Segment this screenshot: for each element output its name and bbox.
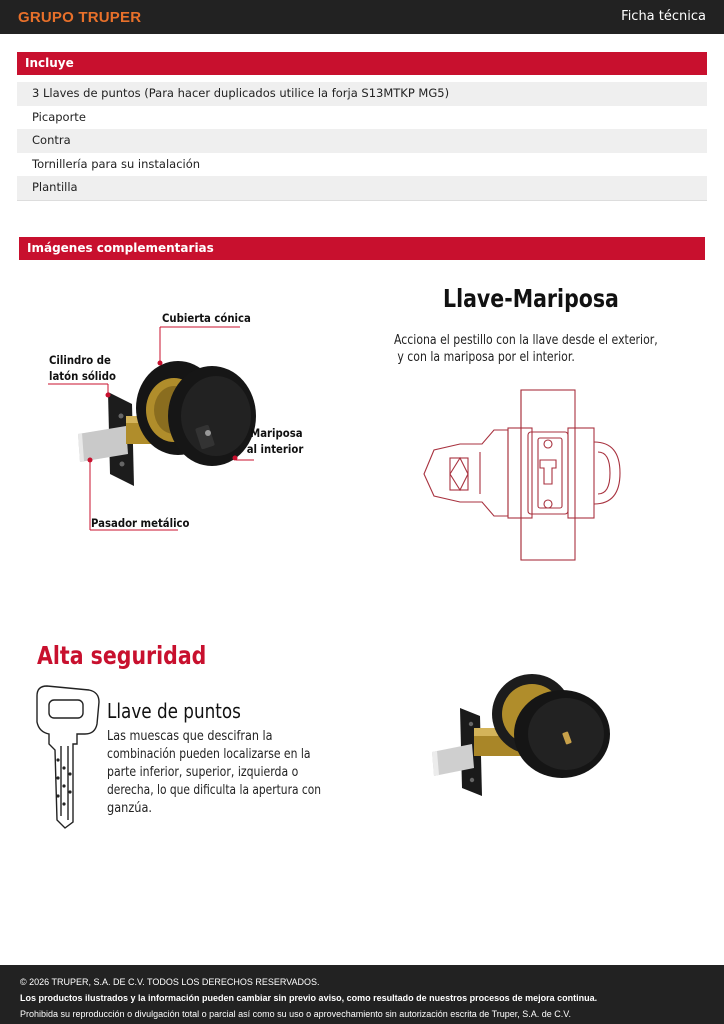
footer <box>0 965 724 1024</box>
callout-mariposa-line1: Mariposa <box>250 426 303 440</box>
list-item: Tornillería para su instalación <box>17 153 707 177</box>
footer-legal: Prohibida su reproducción o divulgación total o parcial así como su uso o aprovechamiento sin autorización escrita de Truper, S.A. de C.V. <box>20 1009 571 1019</box>
images-section-header: Imágenes complementarias <box>19 237 705 260</box>
footer-disclaimer: Los productos ilustrados y la información pueden cambiar sin previo aviso, como resultado de nuestros procesos de mejora continua. <box>20 993 598 1003</box>
llave-de-puntos-heading: Llave de puntos <box>107 699 241 723</box>
alta-seguridad-heading: Alta seguridad <box>37 641 207 670</box>
includes-list <box>17 82 707 201</box>
description-line: derecha, lo que dificulta la apertura con <box>107 782 322 798</box>
footer-copyright: © 2026 TRUPER, S.A. DE C.V. TODOS LOS DERECHOS RESERVADOS. <box>20 977 320 987</box>
dimple-key-icon <box>33 684 103 830</box>
includes-section-header: Incluye <box>17 52 707 75</box>
list-item: Plantilla <box>17 176 707 200</box>
list-item: 3 Llaves de puntos (Para hacer duplicados utilice la forja S13MTKP MG5) <box>17 82 707 106</box>
callout-pasador: Pasador metálico <box>91 516 190 530</box>
brand-logo: GRUPO TRUPER <box>18 9 142 26</box>
top-bar <box>0 0 724 34</box>
callout-leaders <box>0 300 260 540</box>
callout-cubierta: Cubierta cónica <box>162 311 251 325</box>
llave-de-puntos-description <box>107 727 322 817</box>
description-line: combinación pueden localizarse en la <box>107 746 311 762</box>
description-line: ganzúa. <box>107 800 153 816</box>
description-line: y con la mariposa por el interior. <box>397 350 575 365</box>
list-item: Contra <box>17 129 707 153</box>
document-type-label: Ficha técnica <box>621 9 706 24</box>
llave-mariposa-heading: Llave-Mariposa <box>443 284 619 313</box>
list-divider <box>17 200 707 201</box>
llave-mariposa-description <box>394 332 658 366</box>
lock-line-drawing-image <box>420 388 625 564</box>
callout-mariposa-line2: al interior <box>246 442 303 456</box>
callout-cilindro-line2: latón sólido <box>49 369 116 383</box>
description-line: Acciona el pestillo con la llave desde el exterior, <box>394 333 658 348</box>
list-item: Picaporte <box>17 106 707 130</box>
description-line: Las muescas que descifran la <box>107 728 273 744</box>
description-line: parte inferior, superior, izquierda o <box>107 764 299 780</box>
callout-cilindro-line1: Cilindro de <box>49 353 111 367</box>
deadbolt-product-image <box>428 672 618 804</box>
